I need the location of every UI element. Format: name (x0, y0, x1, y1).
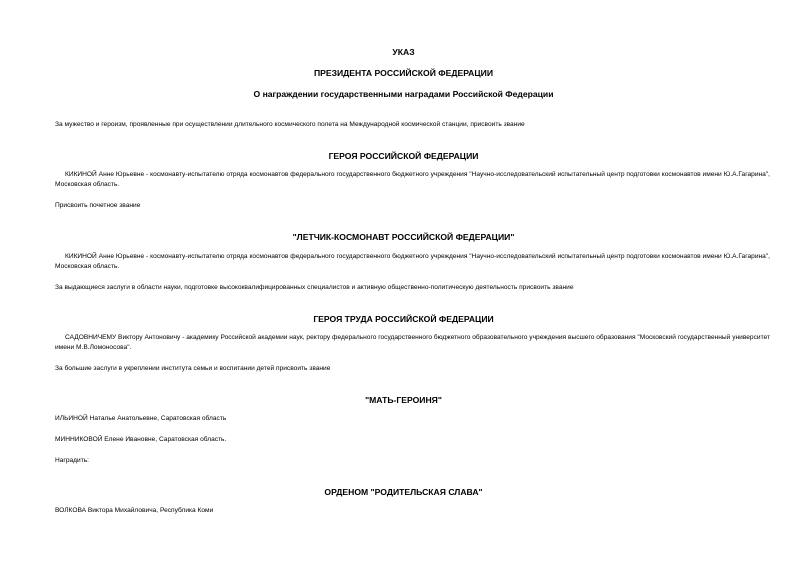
section-note: Присвоить почетное звание (55, 202, 141, 209)
doc-subtitle: ПРЕЗИДЕНТА РОССИЙСКОЙ ФЕДЕРАЦИИ (313, 68, 494, 78)
doc-title: УКАЗ (392, 47, 415, 57)
section-title: ГЕРОЯ РОССИЙСКОЙ ФЕДЕРАЦИИ (328, 151, 479, 161)
awardee-line: ВОЛКОВА Виктора Михайловича, Республика Коми (55, 507, 214, 514)
section-paragraph: САДОВНИЧЕМУ Виктору Антоновичу - академику Российской академии наук, ректору федерального государственного бюджетного образовательного учреждения высшего образования "Московский государственный университет имени М.В.Ломоносова". (55, 334, 770, 351)
section-title: "ЛЕТЧИК-КОСМОНАВТ РОССИЙСКОЙ ФЕДЕРАЦИИ" (292, 232, 515, 242)
intro-paragraph: За мужество и героизм, проявленные при осуществлении длительного космического полета на Международной космической станции, присвоить звание (55, 121, 525, 128)
doc-heading: О награждении государственными наградами Российской Федерации (253, 89, 554, 99)
section-paragraph: КИКИНОЙ Анне Юрьевне - космонавту-испытателю отряда космонавтов федерального государственного бюджетного учреждения "Научно-исследовательский испытательный центр подготовки космонавтов имени Ю.А.Гагарина", Московская область. (55, 171, 770, 188)
section-title: ОРДЕНОМ "РОДИТЕЛЬСКАЯ СЛАВА" (324, 487, 483, 497)
awardee-line: МИННИКОВОЙ Елене Ивановне, Саратовская область. (55, 436, 227, 443)
section-note: За выдающиеся заслуги в области науки, подготовке высококвалифицированных специалистов и активную общественно-политическую деятельность присвоить звание (55, 284, 574, 291)
section-paragraph: КИКИНОЙ Анне Юрьевне - космонавту-испытателю отряда космонавтов федерального государственного бюджетного учреждения "Научно-исследовательский испытательный центр подготовки космонавтов имени Ю.А.Гагарина", Московская область. (55, 253, 770, 270)
awardee-line: ИЛЬИНОЙ Наталье Анатольевне, Саратовская область (55, 415, 227, 422)
section-title: "МАТЬ-ГЕРОИНЯ" (365, 395, 442, 405)
section-note: За большие заслуги в укреплении института семьи и воспитании детей присвоить звание (55, 365, 331, 372)
section-title: ГЕРОЯ ТРУДА РОССИЙСКОЙ ФЕДЕРАЦИИ (313, 314, 494, 324)
section-note: Наградить: (55, 457, 89, 464)
